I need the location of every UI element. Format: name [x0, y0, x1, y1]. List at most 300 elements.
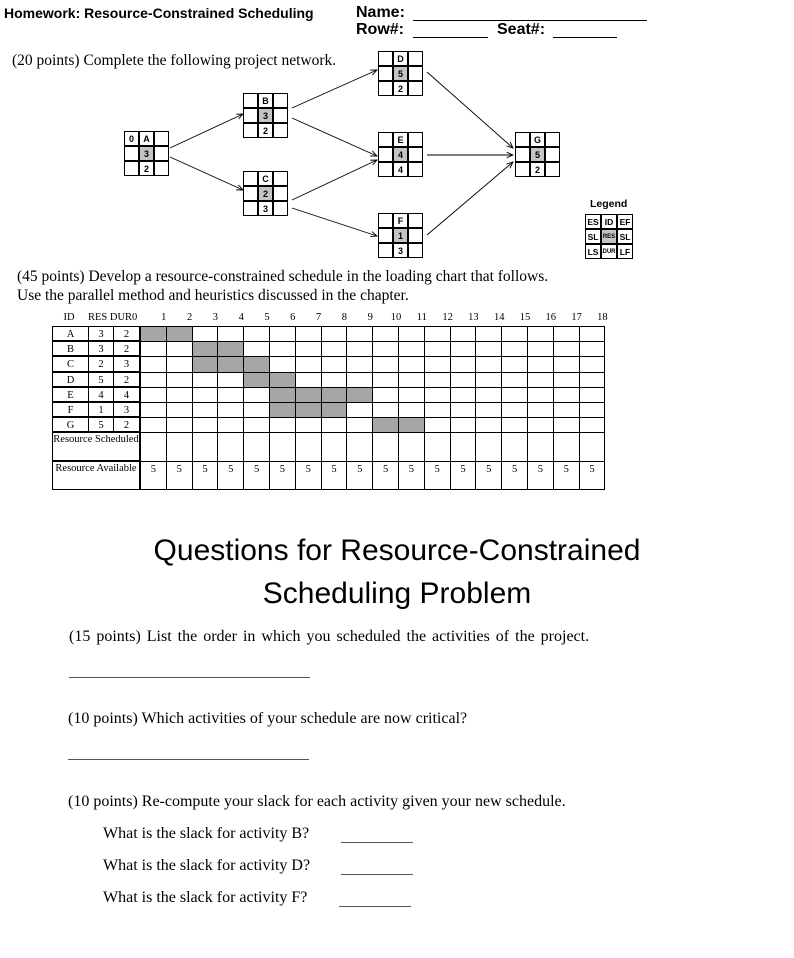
schedule-cell[interactable]: [269, 341, 296, 357]
node-a-lf: [154, 161, 169, 176]
activity-res: 1: [88, 402, 114, 417]
legend-res: RES: [601, 229, 617, 244]
answer-line-3b[interactable]: [341, 874, 413, 875]
schedule-cell[interactable]: [424, 387, 451, 403]
schedule-cell[interactable]: [321, 372, 348, 388]
schedule-cell[interactable]: [243, 417, 270, 433]
node-d-es: [378, 51, 393, 66]
question-3: (10 points) Re-compute your slack for each activity given your new schedule.: [68, 793, 566, 810]
activity-id: C: [52, 356, 88, 371]
schedule-cell[interactable]: [346, 326, 373, 342]
resource-available-cell: 5: [346, 461, 373, 490]
activity-res: 5: [88, 417, 114, 432]
resource-scheduled-cell[interactable]: [424, 432, 451, 462]
question-3c: What is the slack for activity F?: [103, 889, 308, 906]
schedule-cell[interactable]: [217, 326, 244, 342]
period-label: 11: [416, 312, 427, 323]
schedule-cell[interactable]: [501, 372, 528, 388]
schedule-cell[interactable]: [475, 326, 502, 342]
node-a-es: 0: [124, 131, 139, 146]
arrow-d-g: [427, 72, 513, 148]
scheduled-cell[interactable]: [217, 356, 244, 372]
node-a-id: A: [139, 131, 154, 146]
schedule-cell[interactable]: [217, 372, 244, 388]
resource-scheduled-cell[interactable]: [553, 432, 580, 462]
scheduled-cell[interactable]: [398, 417, 425, 433]
node-e-ef: [408, 132, 423, 147]
node-a-ls: [124, 161, 139, 176]
name-label: Name:: [356, 4, 405, 21]
scheduled-cell[interactable]: [217, 341, 244, 357]
legend-sl: SL: [585, 229, 601, 244]
period-label: 4: [238, 312, 244, 323]
arrow-a-b: [170, 114, 243, 148]
schedule-cell[interactable]: [450, 326, 477, 342]
schedule-cell[interactable]: [372, 372, 399, 388]
schedule-cell[interactable]: [166, 402, 193, 418]
schedule-cell[interactable]: [450, 356, 477, 372]
schedule-cell[interactable]: [269, 356, 296, 372]
schedule-cell[interactable]: [372, 402, 399, 418]
period-label: 15: [519, 312, 531, 323]
node-c-sl: [243, 186, 258, 201]
schedule-cell[interactable]: [295, 341, 322, 357]
node-d-ef: [408, 51, 423, 66]
resource-available-cell: 5: [192, 461, 219, 490]
legend-dur: DUR: [601, 244, 617, 259]
node-d-ls: [378, 81, 393, 96]
node-g-sl: [515, 147, 530, 162]
resource-scheduled-cell[interactable]: [450, 432, 477, 462]
resource-scheduled-cell[interactable]: [372, 432, 399, 462]
schedule-cell[interactable]: [579, 387, 606, 403]
schedule-cell[interactable]: [269, 417, 296, 433]
schedule-cell[interactable]: [475, 417, 502, 433]
node-f-lf: [408, 243, 423, 258]
activity-id: F: [52, 402, 88, 417]
resource-available-cell: 5: [269, 461, 296, 490]
schedule-cell[interactable]: [424, 417, 451, 433]
schedule-cell[interactable]: [140, 417, 167, 433]
schedule-cell[interactable]: [398, 387, 425, 403]
node-c-id: C: [258, 171, 273, 186]
activity-dur: 3: [114, 402, 140, 417]
schedule-cell[interactable]: [579, 356, 606, 372]
schedule-cell[interactable]: [321, 341, 348, 357]
resource-available-cell: 5: [527, 461, 554, 490]
resource-scheduled-cell[interactable]: [243, 432, 270, 462]
schedule-cell[interactable]: [527, 387, 554, 403]
node-d-res: 5: [393, 66, 408, 81]
activity-dur: 3: [114, 356, 140, 371]
node-a-sl: [124, 146, 139, 161]
schedule-cell[interactable]: [579, 326, 606, 342]
schedule-cell[interactable]: [295, 417, 322, 433]
schedule-cell[interactable]: [398, 356, 425, 372]
resource-available-cell: 5: [140, 461, 167, 490]
legend-title: Legend: [590, 198, 628, 210]
schedule-cell[interactable]: [346, 356, 373, 372]
schedule-cell[interactable]: [166, 372, 193, 388]
schedule-cell[interactable]: [243, 326, 270, 342]
node-c-ef: [273, 171, 288, 186]
homework-title: Homework: Resource-Constrained Scheduling: [4, 5, 314, 21]
resource-available-cell: 5: [475, 461, 502, 490]
resource-available-cell: 5: [217, 461, 244, 490]
activity-id: A: [52, 326, 88, 341]
node-c-ls: [243, 201, 258, 216]
chart-header-res-dur: RES DUR: [88, 312, 133, 323]
activity-dur: 2: [114, 372, 140, 387]
resource-scheduled-cell[interactable]: [527, 432, 554, 462]
schedule-cell[interactable]: [217, 387, 244, 403]
node-g-es: [515, 132, 530, 147]
answer-line-3c[interactable]: [339, 906, 411, 907]
period-label: 2: [186, 312, 193, 323]
questions-title-line1: Questions for Resource-Constrained: [153, 534, 641, 567]
resource-available-label: Resource Available: [52, 461, 140, 490]
schedule-cell[interactable]: [166, 341, 193, 357]
answer-line-3a[interactable]: [341, 842, 413, 843]
node-f-dur: 3: [393, 243, 408, 258]
schedule-cell[interactable]: [295, 326, 322, 342]
resource-available-cell: 5: [501, 461, 528, 490]
schedule-cell[interactable]: [527, 356, 554, 372]
resource-scheduled-cell[interactable]: [269, 432, 296, 462]
schedule-cell[interactable]: [553, 417, 580, 433]
node-e-res: 4: [393, 147, 408, 162]
node-e-dur: 4: [393, 162, 408, 177]
schedule-cell[interactable]: [295, 356, 322, 372]
schedule-cell[interactable]: [501, 417, 528, 433]
schedule-cell[interactable]: [398, 402, 425, 418]
activity-dur: 2: [114, 417, 140, 432]
scheduled-cell[interactable]: [269, 372, 296, 388]
period-label: 6: [290, 312, 296, 323]
period-label: 18: [597, 312, 608, 323]
schedule-cell[interactable]: [166, 356, 193, 372]
activity-dur: 4: [114, 387, 140, 402]
resource-scheduled-cell[interactable]: [346, 432, 373, 462]
node-a-ef: [154, 131, 169, 146]
schedule-cell[interactable]: [166, 417, 193, 433]
node-b-es: [243, 93, 258, 108]
part2-line2: Use the parallel method and heuristics discussed in the chapter.: [17, 287, 409, 304]
answer-line-1[interactable]: [69, 677, 310, 678]
activity-res: 3: [88, 341, 114, 356]
row-label: Row#:: [356, 21, 404, 38]
node-e-id: E: [393, 132, 408, 147]
schedule-cell[interactable]: [450, 402, 477, 418]
schedule-cell[interactable]: [372, 356, 399, 372]
period-label: 14: [493, 312, 505, 323]
schedule-cell[interactable]: [475, 341, 502, 357]
node-f-sl: [378, 228, 393, 243]
part2-prompt: [17, 267, 548, 305]
resource-available-cell: 5: [553, 461, 580, 490]
schedule-cell[interactable]: [424, 356, 451, 372]
schedule-cell[interactable]: [398, 341, 425, 357]
resource-available-cell: 5: [166, 461, 193, 490]
schedule-cell[interactable]: [321, 326, 348, 342]
question-3a: What is the slack for activity B?: [103, 825, 310, 842]
schedule-cell[interactable]: [501, 387, 528, 403]
schedule-cell[interactable]: [372, 326, 399, 342]
schedule-cell[interactable]: [527, 417, 554, 433]
activity-dur: 2: [114, 341, 140, 356]
seat-label: Seat#:: [497, 21, 546, 38]
schedule-cell[interactable]: [450, 341, 477, 357]
scheduled-cell[interactable]: [295, 402, 322, 418]
schedule-cell[interactable]: [501, 402, 528, 418]
schedule-cell[interactable]: [346, 372, 373, 388]
schedule-cell[interactable]: [579, 341, 606, 357]
resource-scheduled-cell[interactable]: [579, 432, 606, 462]
schedule-cell[interactable]: [424, 326, 451, 342]
schedule-cell[interactable]: [501, 341, 528, 357]
schedule-cell[interactable]: [553, 372, 580, 388]
period-label: 16: [545, 312, 557, 323]
arrow-a-c: [170, 157, 243, 190]
part1-prompt: (20 points) Complete the following project network.: [12, 52, 337, 69]
node-e-ls: [378, 162, 393, 177]
period-label: 10: [390, 312, 402, 323]
schedule-cell[interactable]: [424, 341, 451, 357]
period-label: 13: [468, 312, 479, 323]
period-label: 9: [367, 312, 373, 323]
schedule-cell[interactable]: [321, 417, 348, 433]
arrow-b-d: [292, 70, 377, 108]
node-e-es: [378, 132, 393, 147]
legend-ef: EF: [617, 214, 633, 229]
resource-available-cell: 5: [424, 461, 451, 490]
schedule-cell[interactable]: [450, 372, 477, 388]
node-c-res: 2: [258, 186, 273, 201]
schedule-cell[interactable]: [527, 326, 554, 342]
activity-res: 3: [88, 326, 114, 341]
scheduled-cell[interactable]: [192, 356, 219, 372]
period-label: 8: [341, 312, 348, 323]
scheduled-cell[interactable]: [192, 341, 219, 357]
node-e-sl2: [408, 147, 423, 162]
node-b-lf: [273, 123, 288, 138]
node-d-dur: 2: [393, 81, 408, 96]
node-a-sl2: [154, 146, 169, 161]
schedule-cell[interactable]: [475, 387, 502, 403]
activity-id: G: [52, 417, 88, 432]
schedule-cell[interactable]: [450, 387, 477, 403]
schedule-cell[interactable]: [166, 387, 193, 403]
schedule-cell[interactable]: [527, 402, 554, 418]
schedule-cell[interactable]: [140, 387, 167, 403]
arrow-c-f: [292, 208, 377, 236]
node-d-sl: [378, 66, 393, 81]
question-3b: What is the slack for activity D?: [103, 857, 311, 874]
legend-ls: LS: [585, 244, 601, 259]
arrow-c-e: [292, 160, 377, 200]
resource-available-cell: 5: [450, 461, 477, 490]
activity-res: 5: [88, 372, 114, 387]
scheduled-cell[interactable]: [346, 387, 373, 403]
schedule-cell[interactable]: [192, 326, 219, 342]
schedule-cell[interactable]: [475, 356, 502, 372]
node-g-ef: [545, 132, 560, 147]
node-c-lf: [273, 201, 288, 216]
schedule-cell[interactable]: [140, 402, 167, 418]
node-g-ls: [515, 162, 530, 177]
chart-header-id: ID: [63, 312, 75, 323]
node-g-lf: [545, 162, 560, 177]
schedule-cell[interactable]: [424, 402, 451, 418]
activity-res: 4: [88, 387, 114, 402]
scheduled-cell[interactable]: [321, 387, 348, 403]
schedule-cell[interactable]: [372, 387, 399, 403]
scheduled-cell[interactable]: [269, 402, 296, 418]
activity-id: B: [52, 341, 88, 356]
scheduled-cell[interactable]: [269, 387, 296, 403]
resource-scheduled-cell[interactable]: [398, 432, 425, 462]
node-f-es: [378, 213, 393, 228]
node-b-sl: [243, 108, 258, 123]
schedule-cell[interactable]: [295, 372, 322, 388]
schedule-cell[interactable]: [527, 341, 554, 357]
arrow-f-g: [427, 162, 513, 235]
node-b-dur: 2: [258, 123, 273, 138]
schedule-cell[interactable]: [579, 417, 606, 433]
schedule-cell[interactable]: [501, 326, 528, 342]
period-label: 3: [212, 312, 219, 323]
schedule-cell[interactable]: [140, 341, 167, 357]
answer-line-2[interactable]: [68, 759, 309, 760]
node-a-dur: 2: [139, 161, 154, 176]
resource-available-cell: 5: [321, 461, 348, 490]
schedule-cell[interactable]: [579, 402, 606, 418]
schedule-cell[interactable]: [553, 402, 580, 418]
scheduled-cell[interactable]: [243, 372, 270, 388]
schedule-cell[interactable]: [501, 356, 528, 372]
schedule-cell[interactable]: [243, 402, 270, 418]
schedule-cell[interactable]: [192, 402, 219, 418]
schedule-cell[interactable]: [346, 417, 373, 433]
resource-scheduled-cell[interactable]: [192, 432, 219, 462]
resource-available-cell: 5: [295, 461, 322, 490]
question-2: (10 points) Which activities of your schedule are now critical?: [68, 710, 468, 727]
schedule-cell[interactable]: [140, 356, 167, 372]
node-e-sl: [378, 147, 393, 162]
resource-scheduled-cell[interactable]: [321, 432, 348, 462]
schedule-cell[interactable]: [450, 417, 477, 433]
node-f-sl2: [408, 228, 423, 243]
resource-scheduled-label: Resource Scheduled: [52, 432, 140, 461]
schedule-cell[interactable]: [398, 326, 425, 342]
resource-scheduled-cell[interactable]: [501, 432, 528, 462]
schedule-cell[interactable]: [527, 372, 554, 388]
schedule-cell[interactable]: [243, 387, 270, 403]
node-b-id: B: [258, 93, 273, 108]
node-c-es: [243, 171, 258, 186]
schedule-cell[interactable]: [553, 341, 580, 357]
schedule-cell[interactable]: [553, 387, 580, 403]
resource-scheduled-cell[interactable]: [217, 432, 244, 462]
resource-available-cell: 5: [398, 461, 425, 490]
node-c-sl2: [273, 186, 288, 201]
schedule-cell[interactable]: [321, 356, 348, 372]
node-b-ls: [243, 123, 258, 138]
node-f-res: 1: [393, 228, 408, 243]
node-g-dur: 2: [530, 162, 545, 177]
schedule-cell[interactable]: [192, 372, 219, 388]
scheduled-cell[interactable]: [372, 417, 399, 433]
schedule-cell[interactable]: [553, 326, 580, 342]
resource-scheduled-cell[interactable]: [475, 432, 502, 462]
scheduled-cell[interactable]: [140, 326, 167, 342]
arrow-b-e: [292, 118, 377, 156]
scheduled-cell[interactable]: [243, 356, 270, 372]
schedule-cell[interactable]: [346, 341, 373, 357]
schedule-cell[interactable]: [372, 341, 399, 357]
schedule-cell[interactable]: [217, 417, 244, 433]
schedule-cell[interactable]: [243, 341, 270, 357]
schedule-cell[interactable]: [475, 372, 502, 388]
legend-id: ID: [601, 214, 617, 229]
resource-available-cell: 5: [243, 461, 270, 490]
period-label: 17: [571, 312, 582, 323]
node-a-res: 3: [139, 146, 154, 161]
resource-available-cell: 5: [372, 461, 399, 490]
node-b-sl2: [273, 108, 288, 123]
node-b-ef: [273, 93, 288, 108]
scheduled-cell[interactable]: [321, 402, 348, 418]
period-label: 5: [264, 312, 270, 323]
resource-scheduled-cell[interactable]: [140, 432, 167, 462]
resource-scheduled-cell[interactable]: [166, 432, 193, 462]
resource-available-cell: 5: [579, 461, 606, 490]
schedule-cell[interactable]: [269, 326, 296, 342]
scheduled-cell[interactable]: [295, 387, 322, 403]
node-g-res: 5: [530, 147, 545, 162]
node-c-dur: 3: [258, 201, 273, 216]
legend-es: ES: [585, 214, 601, 229]
legend-lf: LF: [617, 244, 633, 259]
schedule-cell[interactable]: [424, 372, 451, 388]
schedule-cell[interactable]: [475, 402, 502, 418]
schedule-cell[interactable]: [192, 387, 219, 403]
node-g-id: G: [530, 132, 545, 147]
schedule-cell[interactable]: [398, 372, 425, 388]
schedule-cell[interactable]: [140, 372, 167, 388]
node-b-res: 3: [258, 108, 273, 123]
activity-id: D: [52, 372, 88, 387]
node-f-ls: [378, 243, 393, 258]
node-g-sl2: [545, 147, 560, 162]
schedule-cell[interactable]: [217, 402, 244, 418]
activity-dur: 2: [114, 326, 140, 341]
schedule-cell[interactable]: [346, 402, 373, 418]
resource-scheduled-cell[interactable]: [295, 432, 322, 462]
node-d-id: D: [393, 51, 408, 66]
scheduled-cell[interactable]: [166, 326, 193, 342]
schedule-cell[interactable]: [553, 356, 580, 372]
node-e-lf: [408, 162, 423, 177]
schedule-cell[interactable]: [192, 417, 219, 433]
activity-res: 2: [88, 356, 114, 371]
activity-id: E: [52, 387, 88, 402]
period-label: 7: [315, 312, 322, 323]
period-label: 1: [161, 312, 167, 323]
questions-title-line2: Scheduling Problem: [262, 577, 532, 610]
node-d-lf: [408, 81, 423, 96]
schedule-cell[interactable]: [579, 372, 606, 388]
